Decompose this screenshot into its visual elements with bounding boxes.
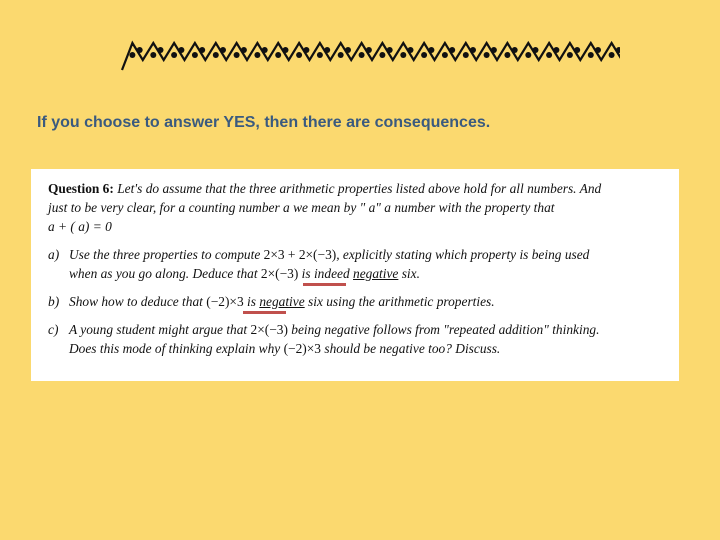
item-b-text-1: Show how to deduce that xyxy=(69,294,207,309)
item-a-rest-2: six. xyxy=(398,266,420,281)
zigzag-dot xyxy=(574,47,580,53)
zigzag-dot xyxy=(408,47,414,53)
zigzag-dot xyxy=(178,47,184,53)
zigzag-dot xyxy=(234,52,240,58)
zigzag-dot xyxy=(324,47,330,53)
zigzag-dot xyxy=(283,47,289,53)
question-intro-line-1 xyxy=(48,179,665,198)
item-a-mid-2: is indeed xyxy=(298,266,353,281)
zigzag-dot xyxy=(254,52,260,58)
item-a-text-2: when as you go along. Deduce that xyxy=(69,266,261,281)
item-a-line-2 xyxy=(48,264,665,283)
item-b-rest-1: six using the arithmetic properties. xyxy=(304,294,495,309)
zigzag-dot xyxy=(449,47,455,53)
zigzag-dot xyxy=(546,52,552,58)
item-a-math-1: 2×3 + 2×(−3) xyxy=(263,247,337,262)
item-c-math-1: 2×(−3) xyxy=(250,322,288,337)
zigzag-dot xyxy=(400,52,406,58)
question-intro-line-3 xyxy=(48,217,665,236)
item-b-emphasis: negative xyxy=(259,294,305,309)
zigzag-dot xyxy=(199,47,205,53)
zigzag-dot xyxy=(442,52,448,58)
zigzag-dot xyxy=(595,47,601,53)
zigzag-dot xyxy=(366,47,372,53)
item-a-emphasis: negative xyxy=(353,266,399,281)
zigzag-dot xyxy=(192,52,198,58)
zigzag-dot xyxy=(137,47,143,53)
item-c-math-2: (−2)×3 xyxy=(283,341,322,356)
zigzag-dot xyxy=(463,52,469,58)
item-a-label: a) xyxy=(48,247,60,262)
zigzag-dot xyxy=(567,52,573,58)
question-label: Question 6: xyxy=(48,181,114,196)
zigzag-dot xyxy=(171,52,177,58)
question-intro-line-2 xyxy=(48,198,665,217)
zigzag-dot xyxy=(241,47,247,53)
zigzag-dot xyxy=(512,47,518,53)
zigzag-dot xyxy=(379,52,385,58)
zigzag-dot xyxy=(129,52,135,58)
item-a-math-2: 2×(−3) xyxy=(260,266,299,281)
zigzag-dot xyxy=(484,52,490,58)
zigzag-dot xyxy=(504,52,510,58)
zigzag-dot xyxy=(220,47,226,53)
item-c-rest-2: should be negative too? Discuss. xyxy=(321,341,501,356)
highlight-mark-a xyxy=(303,283,346,286)
decorative-zigzag-border xyxy=(120,38,620,74)
zigzag-dot xyxy=(303,47,309,53)
item-a-line-1 xyxy=(48,245,665,264)
zigzag-dot xyxy=(609,52,615,58)
zigzag-dot xyxy=(317,52,323,58)
zigzag-dot xyxy=(525,52,531,58)
item-c-line-2 xyxy=(48,339,665,358)
zigzag-dot xyxy=(262,47,268,53)
zigzag-dot xyxy=(588,52,594,58)
zigzag-dot xyxy=(533,47,539,53)
item-c-label: c) xyxy=(48,322,59,337)
zigzag-dot xyxy=(150,52,156,58)
zigzag-dot xyxy=(345,47,351,53)
item-c-line-1 xyxy=(48,320,665,339)
zigzag-dot xyxy=(158,47,164,53)
item-b-mid-1: is xyxy=(243,294,260,309)
item-a-rest-1: , explicitly stating which property is being used xyxy=(336,247,590,262)
zigzag-dot xyxy=(359,52,365,58)
item-c-text-1: A young student might argue that xyxy=(69,322,251,337)
zigzag-dot xyxy=(421,52,427,58)
zigzag-dot xyxy=(296,52,302,58)
zigzag-dot xyxy=(428,47,434,53)
item-b-math-1: (−2)×3 xyxy=(206,294,244,309)
item-b-label: b) xyxy=(48,294,60,309)
zigzag-dot xyxy=(275,52,281,58)
question-intro-text-2: just to be very clear, for a counting number a we mean by " a" a number with the property that xyxy=(48,200,555,215)
slide-heading: If you choose to answer YES, then there are consequences. xyxy=(37,114,491,131)
zigzag-dot xyxy=(470,47,476,53)
zigzag-dot xyxy=(213,52,219,58)
zigzag-dot xyxy=(491,47,497,53)
zigzag-dot xyxy=(338,52,344,58)
highlight-mark-b xyxy=(243,311,286,314)
zigzag-dot xyxy=(553,47,559,53)
zigzag-dot xyxy=(387,47,393,53)
question-intro-text-1: Let's do assume that the three arithmetic properties listed above hold for all numbers. And xyxy=(113,181,602,196)
question-document xyxy=(31,169,679,381)
item-c-rest-1: being negative follows from "repeated addition" thinking. xyxy=(287,322,600,337)
question-intro-math: a + ( a) = 0 xyxy=(48,219,112,234)
item-c-text-2: Does this mode of thinking explain why xyxy=(69,341,284,356)
item-a-text-1: Use the three properties to compute xyxy=(69,247,264,262)
item-b-line-1 xyxy=(48,292,665,311)
